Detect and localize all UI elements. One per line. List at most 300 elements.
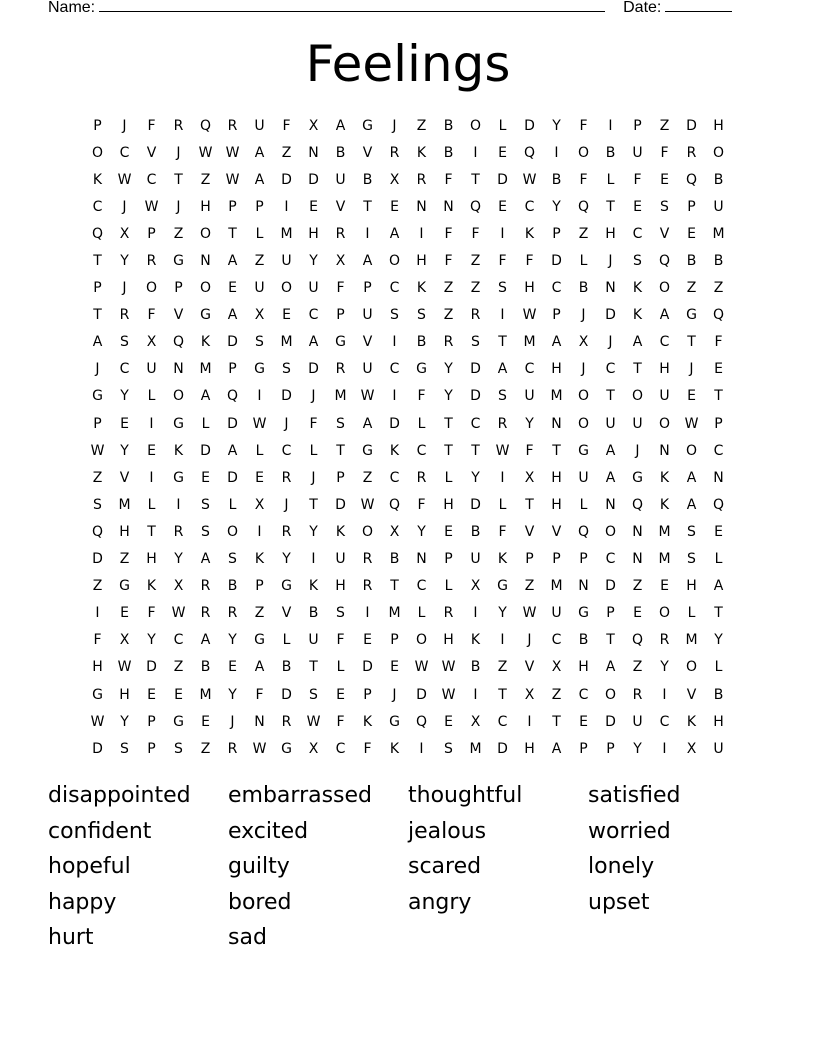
- grid-letter[interactable]: L: [579, 496, 588, 513]
- grid-letter[interactable]: D: [416, 686, 427, 703]
- grid-letter[interactable]: N: [173, 361, 184, 378]
- grid-letter[interactable]: E: [228, 659, 237, 676]
- grid-letter[interactable]: O: [658, 280, 671, 297]
- grid-letter[interactable]: O: [388, 253, 401, 270]
- grid-letter[interactable]: S: [471, 334, 480, 351]
- grid-letter[interactable]: K: [416, 144, 427, 161]
- grid-letter[interactable]: W: [414, 659, 429, 676]
- grid-letter[interactable]: A: [227, 253, 238, 270]
- grid-letter[interactable]: T: [444, 415, 453, 432]
- grid-letter[interactable]: E: [228, 280, 237, 297]
- grid-letter[interactable]: T: [336, 442, 345, 459]
- grid-letter[interactable]: U: [713, 740, 724, 757]
- grid-letter[interactable]: W: [117, 659, 132, 676]
- grid-letter[interactable]: G: [416, 361, 427, 378]
- grid-letter[interactable]: X: [524, 686, 535, 703]
- grid-letter[interactable]: H: [551, 361, 562, 378]
- grid-letter[interactable]: E: [201, 469, 210, 486]
- grid-letter[interactable]: U: [578, 469, 589, 486]
- grid-letter[interactable]: R: [686, 144, 697, 161]
- grid-letter[interactable]: F: [93, 632, 102, 649]
- grid-letter[interactable]: V: [119, 469, 130, 486]
- grid-letter[interactable]: U: [551, 605, 562, 622]
- grid-letter[interactable]: T: [498, 686, 507, 703]
- grid-letter[interactable]: S: [417, 307, 426, 324]
- grid-letter[interactable]: S: [120, 740, 129, 757]
- grid-letter[interactable]: G: [119, 578, 130, 595]
- grid-letter[interactable]: Q: [415, 713, 428, 730]
- grid-letter[interactable]: Y: [174, 551, 183, 568]
- grid-letter[interactable]: C: [605, 551, 616, 568]
- grid-letter[interactable]: I: [500, 469, 505, 486]
- grid-letter[interactable]: R: [497, 415, 508, 432]
- grid-letter[interactable]: P: [525, 551, 534, 568]
- grid-letter[interactable]: F: [579, 171, 588, 188]
- grid-letter[interactable]: U: [362, 361, 373, 378]
- grid-letter[interactable]: L: [255, 442, 264, 459]
- grid-letter[interactable]: H: [119, 523, 130, 540]
- grid-letter[interactable]: Z: [686, 280, 697, 297]
- grid-letter[interactable]: P: [552, 307, 561, 324]
- grid-letter[interactable]: Y: [309, 523, 318, 540]
- grid-letter[interactable]: C: [713, 442, 724, 459]
- grid-letter[interactable]: G: [200, 307, 211, 324]
- grid-letter[interactable]: P: [687, 198, 696, 215]
- grid-letter[interactable]: Y: [120, 713, 129, 730]
- grid-letter[interactable]: E: [714, 523, 723, 540]
- grid-letter[interactable]: F: [147, 605, 156, 622]
- grid-letter[interactable]: Z: [497, 659, 508, 676]
- name-field[interactable]: [99, 0, 605, 12]
- grid-letter[interactable]: A: [200, 551, 211, 568]
- grid-letter[interactable]: X: [254, 307, 265, 324]
- grid-letter[interactable]: L: [498, 496, 507, 513]
- grid-letter[interactable]: D: [200, 442, 211, 459]
- grid-letter[interactable]: J: [311, 469, 316, 486]
- grid-letter[interactable]: G: [578, 442, 589, 459]
- grid-letter[interactable]: A: [254, 171, 265, 188]
- grid-letter[interactable]: A: [605, 659, 616, 676]
- grid-letter[interactable]: U: [524, 388, 535, 405]
- grid-letter[interactable]: M: [658, 551, 671, 568]
- grid-letter[interactable]: R: [470, 307, 481, 324]
- grid-letter[interactable]: U: [470, 551, 481, 568]
- grid-letter[interactable]: T: [174, 171, 183, 188]
- grid-letter[interactable]: X: [146, 334, 157, 351]
- grid-letter[interactable]: B: [443, 117, 454, 134]
- grid-letter[interactable]: X: [470, 578, 481, 595]
- grid-letter[interactable]: E: [444, 523, 453, 540]
- grid-letter[interactable]: Y: [660, 659, 669, 676]
- grid-letter[interactable]: F: [444, 253, 453, 270]
- grid-letter[interactable]: K: [470, 632, 481, 649]
- grid-letter[interactable]: W: [522, 605, 537, 622]
- grid-letter[interactable]: H: [659, 361, 670, 378]
- grid-letter[interactable]: D: [335, 496, 346, 513]
- grid-letter[interactable]: L: [714, 551, 723, 568]
- grid-letter[interactable]: N: [632, 551, 643, 568]
- grid-letter[interactable]: J: [581, 361, 586, 378]
- grid-letter[interactable]: U: [281, 253, 292, 270]
- grid-letter[interactable]: Y: [633, 740, 642, 757]
- grid-letter[interactable]: C: [308, 307, 319, 324]
- grid-letter[interactable]: K: [416, 280, 427, 297]
- grid-letter[interactable]: R: [443, 334, 454, 351]
- grid-letter[interactable]: P: [390, 632, 399, 649]
- grid-letter[interactable]: W: [171, 605, 186, 622]
- grid-letter[interactable]: P: [336, 307, 345, 324]
- grid-letter[interactable]: D: [362, 659, 373, 676]
- grid-letter[interactable]: V: [659, 225, 670, 242]
- grid-letter[interactable]: O: [577, 144, 590, 161]
- grid-letter[interactable]: T: [309, 496, 318, 513]
- grid-letter[interactable]: I: [473, 144, 478, 161]
- grid-letter[interactable]: L: [444, 469, 453, 486]
- grid-letter[interactable]: X: [389, 523, 400, 540]
- grid-letter[interactable]: T: [714, 605, 723, 622]
- grid-letter[interactable]: T: [228, 225, 237, 242]
- grid-letter[interactable]: U: [308, 280, 319, 297]
- grid-letter[interactable]: P: [579, 551, 588, 568]
- grid-letter[interactable]: Q: [469, 198, 482, 215]
- grid-letter[interactable]: F: [255, 686, 264, 703]
- grid-letter[interactable]: A: [200, 388, 211, 405]
- grid-letter[interactable]: B: [578, 632, 589, 649]
- grid-letter[interactable]: Z: [416, 117, 427, 134]
- grid-letter[interactable]: P: [147, 740, 156, 757]
- grid-letter[interactable]: A: [254, 659, 265, 676]
- grid-letter[interactable]: A: [686, 469, 697, 486]
- grid-letter[interactable]: R: [416, 171, 427, 188]
- grid-letter[interactable]: Q: [172, 334, 185, 351]
- grid-letter[interactable]: U: [254, 117, 265, 134]
- grid-letter[interactable]: Q: [712, 307, 725, 324]
- grid-letter[interactable]: H: [200, 198, 211, 215]
- grid-letter[interactable]: E: [174, 686, 183, 703]
- grid-letter[interactable]: E: [390, 198, 399, 215]
- grid-letter[interactable]: T: [525, 496, 534, 513]
- grid-letter[interactable]: L: [201, 415, 210, 432]
- grid-letter[interactable]: R: [389, 144, 400, 161]
- grid-letter[interactable]: I: [662, 740, 667, 757]
- grid-letter[interactable]: D: [227, 469, 238, 486]
- grid-letter[interactable]: T: [552, 442, 561, 459]
- grid-letter[interactable]: G: [254, 632, 265, 649]
- grid-letter[interactable]: R: [173, 523, 184, 540]
- grid-letter[interactable]: H: [524, 740, 535, 757]
- grid-letter[interactable]: Q: [226, 388, 239, 405]
- grid-letter[interactable]: Y: [120, 442, 129, 459]
- grid-letter[interactable]: J: [581, 307, 586, 324]
- grid-letter[interactable]: J: [176, 144, 181, 161]
- grid-letter[interactable]: A: [713, 578, 724, 595]
- grid-letter[interactable]: X: [308, 117, 319, 134]
- grid-letter[interactable]: M: [280, 225, 293, 242]
- grid-letter[interactable]: G: [92, 686, 103, 703]
- grid-letter[interactable]: L: [444, 578, 453, 595]
- grid-letter[interactable]: F: [660, 144, 669, 161]
- grid-letter[interactable]: N: [605, 280, 616, 297]
- grid-letter[interactable]: E: [309, 198, 318, 215]
- grid-letter[interactable]: D: [605, 713, 616, 730]
- grid-letter[interactable]: B: [227, 578, 238, 595]
- grid-letter[interactable]: Q: [577, 198, 590, 215]
- grid-letter[interactable]: Z: [254, 253, 265, 270]
- grid-letter[interactable]: B: [443, 144, 454, 161]
- grid-letter[interactable]: L: [714, 659, 723, 676]
- grid-letter[interactable]: V: [524, 659, 535, 676]
- grid-letter[interactable]: H: [443, 632, 454, 649]
- grid-letter[interactable]: Y: [147, 632, 156, 649]
- grid-letter[interactable]: I: [149, 469, 154, 486]
- grid-letter[interactable]: I: [149, 415, 154, 432]
- grid-letter[interactable]: C: [551, 632, 562, 649]
- grid-letter[interactable]: F: [417, 496, 426, 513]
- grid-letter[interactable]: B: [578, 280, 589, 297]
- grid-letter[interactable]: D: [389, 415, 400, 432]
- grid-letter[interactable]: S: [498, 280, 507, 297]
- grid-letter[interactable]: C: [470, 415, 481, 432]
- grid-letter[interactable]: B: [470, 659, 481, 676]
- grid-letter[interactable]: J: [176, 198, 181, 215]
- grid-letter[interactable]: O: [604, 523, 617, 540]
- grid-letter[interactable]: J: [608, 253, 613, 270]
- grid-letter[interactable]: S: [498, 388, 507, 405]
- grid-letter[interactable]: V: [281, 605, 292, 622]
- grid-letter[interactable]: W: [144, 198, 159, 215]
- grid-letter[interactable]: E: [147, 442, 156, 459]
- grid-letter[interactable]: Y: [471, 469, 480, 486]
- grid-letter[interactable]: T: [498, 334, 507, 351]
- grid-letter[interactable]: W: [225, 144, 240, 161]
- grid-letter[interactable]: L: [687, 605, 696, 622]
- grid-letter[interactable]: L: [147, 496, 156, 513]
- grid-letter[interactable]: V: [362, 144, 373, 161]
- grid-letter[interactable]: F: [471, 225, 480, 242]
- grid-letter[interactable]: K: [200, 334, 211, 351]
- grid-letter[interactable]: P: [552, 551, 561, 568]
- grid-letter[interactable]: D: [470, 388, 481, 405]
- grid-letter[interactable]: S: [201, 523, 210, 540]
- grid-letter[interactable]: E: [390, 659, 399, 676]
- grid-letter[interactable]: B: [308, 605, 319, 622]
- grid-letter[interactable]: N: [443, 198, 454, 215]
- grid-letter[interactable]: G: [686, 307, 697, 324]
- grid-letter[interactable]: C: [146, 171, 157, 188]
- grid-letter[interactable]: P: [174, 280, 183, 297]
- grid-letter[interactable]: C: [389, 280, 400, 297]
- grid-letter[interactable]: M: [199, 361, 212, 378]
- grid-letter[interactable]: I: [176, 496, 181, 513]
- grid-letter[interactable]: B: [551, 171, 562, 188]
- grid-letter[interactable]: P: [93, 117, 102, 134]
- grid-letter[interactable]: D: [281, 686, 292, 703]
- grid-letter[interactable]: S: [93, 496, 102, 513]
- grid-letter[interactable]: O: [577, 415, 590, 432]
- grid-letter[interactable]: B: [200, 659, 211, 676]
- grid-letter[interactable]: P: [228, 198, 237, 215]
- grid-letter[interactable]: T: [390, 578, 399, 595]
- grid-letter[interactable]: K: [524, 225, 535, 242]
- grid-letter[interactable]: Q: [91, 225, 104, 242]
- grid-letter[interactable]: C: [119, 361, 130, 378]
- grid-letter[interactable]: G: [254, 361, 265, 378]
- grid-letter[interactable]: J: [635, 442, 640, 459]
- grid-letter[interactable]: H: [686, 578, 697, 595]
- grid-letter[interactable]: H: [713, 713, 724, 730]
- grid-letter[interactable]: P: [147, 225, 156, 242]
- grid-letter[interactable]: E: [687, 225, 696, 242]
- grid-letter[interactable]: O: [469, 117, 482, 134]
- grid-letter[interactable]: S: [174, 740, 183, 757]
- grid-letter[interactable]: M: [523, 334, 536, 351]
- grid-letter[interactable]: M: [550, 388, 563, 405]
- grid-letter[interactable]: P: [579, 740, 588, 757]
- grid-letter[interactable]: T: [633, 361, 642, 378]
- grid-letter[interactable]: D: [605, 578, 616, 595]
- grid-letter[interactable]: F: [525, 442, 534, 459]
- grid-letter[interactable]: F: [498, 253, 507, 270]
- grid-letter[interactable]: A: [308, 334, 319, 351]
- grid-letter[interactable]: O: [415, 632, 428, 649]
- grid-letter[interactable]: U: [254, 280, 265, 297]
- grid-letter[interactable]: R: [173, 117, 184, 134]
- grid-letter[interactable]: C: [497, 713, 508, 730]
- grid-letter[interactable]: H: [335, 578, 346, 595]
- grid-letter[interactable]: V: [686, 686, 697, 703]
- grid-letter[interactable]: C: [416, 578, 427, 595]
- grid-letter[interactable]: Z: [92, 469, 103, 486]
- grid-letter[interactable]: Z: [173, 659, 184, 676]
- grid-letter[interactable]: U: [146, 361, 157, 378]
- grid-letter[interactable]: M: [280, 334, 293, 351]
- grid-letter[interactable]: B: [362, 171, 373, 188]
- grid-letter[interactable]: U: [713, 198, 724, 215]
- grid-letter[interactable]: G: [362, 117, 373, 134]
- grid-letter[interactable]: V: [362, 334, 373, 351]
- grid-letter[interactable]: O: [172, 388, 185, 405]
- grid-letter[interactable]: P: [606, 605, 615, 622]
- grid-letter[interactable]: D: [227, 334, 238, 351]
- grid-letter[interactable]: S: [282, 361, 291, 378]
- grid-letter[interactable]: K: [632, 280, 643, 297]
- grid-letter[interactable]: Z: [524, 578, 535, 595]
- grid-letter[interactable]: R: [200, 578, 211, 595]
- grid-letter[interactable]: T: [687, 334, 696, 351]
- grid-letter[interactable]: E: [687, 388, 696, 405]
- grid-letter[interactable]: I: [365, 605, 370, 622]
- grid-letter[interactable]: S: [336, 605, 345, 622]
- grid-letter[interactable]: T: [714, 388, 723, 405]
- grid-letter[interactable]: N: [578, 578, 589, 595]
- grid-letter[interactable]: P: [714, 415, 723, 432]
- grid-letter[interactable]: A: [335, 117, 346, 134]
- grid-letter[interactable]: T: [606, 198, 615, 215]
- grid-letter[interactable]: I: [257, 523, 262, 540]
- grid-letter[interactable]: D: [470, 496, 481, 513]
- grid-letter[interactable]: W: [117, 171, 132, 188]
- grid-letter[interactable]: W: [252, 415, 267, 432]
- grid-letter[interactable]: W: [198, 144, 213, 161]
- grid-letter[interactable]: O: [577, 388, 590, 405]
- grid-letter[interactable]: L: [417, 415, 426, 432]
- grid-letter[interactable]: M: [550, 578, 563, 595]
- grid-letter[interactable]: R: [443, 605, 454, 622]
- grid-letter[interactable]: V: [551, 523, 562, 540]
- grid-letter[interactable]: X: [470, 713, 481, 730]
- grid-letter[interactable]: B: [281, 659, 292, 676]
- grid-letter[interactable]: Q: [631, 632, 644, 649]
- grid-letter[interactable]: Z: [281, 144, 292, 161]
- grid-letter[interactable]: T: [93, 307, 102, 324]
- grid-letter[interactable]: I: [311, 551, 316, 568]
- grid-letter[interactable]: S: [309, 686, 318, 703]
- grid-letter[interactable]: M: [388, 605, 401, 622]
- grid-letter[interactable]: R: [281, 713, 292, 730]
- grid-letter[interactable]: D: [92, 740, 103, 757]
- grid-letter[interactable]: F: [714, 334, 723, 351]
- grid-letter[interactable]: K: [254, 551, 265, 568]
- grid-letter[interactable]: I: [365, 225, 370, 242]
- grid-letter[interactable]: J: [392, 117, 397, 134]
- grid-letter[interactable]: S: [687, 551, 696, 568]
- grid-letter[interactable]: G: [578, 605, 589, 622]
- grid-letter[interactable]: E: [147, 686, 156, 703]
- grid-letter[interactable]: T: [93, 253, 102, 270]
- grid-letter[interactable]: P: [255, 578, 264, 595]
- grid-letter[interactable]: F: [147, 117, 156, 134]
- grid-letter[interactable]: Z: [92, 578, 103, 595]
- grid-letter[interactable]: K: [389, 740, 400, 757]
- grid-letter[interactable]: Q: [91, 523, 104, 540]
- grid-letter[interactable]: Z: [443, 280, 454, 297]
- grid-letter[interactable]: H: [119, 686, 130, 703]
- grid-letter[interactable]: H: [416, 253, 427, 270]
- grid-letter[interactable]: G: [281, 578, 292, 595]
- grid-letter[interactable]: W: [306, 713, 321, 730]
- grid-letter[interactable]: R: [227, 605, 238, 622]
- grid-letter[interactable]: X: [119, 632, 130, 649]
- grid-letter[interactable]: Z: [470, 253, 481, 270]
- grid-letter[interactable]: Y: [228, 632, 237, 649]
- grid-letter[interactable]: N: [605, 496, 616, 513]
- grid-letter[interactable]: I: [95, 605, 100, 622]
- grid-letter[interactable]: O: [226, 523, 239, 540]
- grid-letter[interactable]: L: [228, 496, 237, 513]
- grid-letter[interactable]: I: [527, 713, 532, 730]
- grid-letter[interactable]: R: [416, 469, 427, 486]
- grid-letter[interactable]: K: [497, 551, 508, 568]
- grid-letter[interactable]: I: [392, 334, 397, 351]
- grid-letter[interactable]: Z: [443, 307, 454, 324]
- grid-letter[interactable]: R: [362, 551, 373, 568]
- grid-letter[interactable]: K: [92, 171, 103, 188]
- grid-letter[interactable]: Y: [714, 632, 723, 649]
- grid-letter[interactable]: T: [471, 171, 480, 188]
- grid-letter[interactable]: S: [444, 740, 453, 757]
- grid-letter[interactable]: I: [392, 388, 397, 405]
- grid-letter[interactable]: R: [335, 225, 346, 242]
- grid-letter[interactable]: U: [659, 388, 670, 405]
- grid-letter[interactable]: Z: [632, 659, 643, 676]
- grid-letter[interactable]: N: [713, 469, 724, 486]
- grid-letter[interactable]: R: [119, 307, 130, 324]
- grid-letter[interactable]: C: [173, 632, 184, 649]
- grid-letter[interactable]: C: [659, 334, 670, 351]
- grid-letter[interactable]: S: [660, 198, 669, 215]
- grid-letter[interactable]: F: [282, 117, 291, 134]
- grid-letter[interactable]: Q: [388, 496, 401, 513]
